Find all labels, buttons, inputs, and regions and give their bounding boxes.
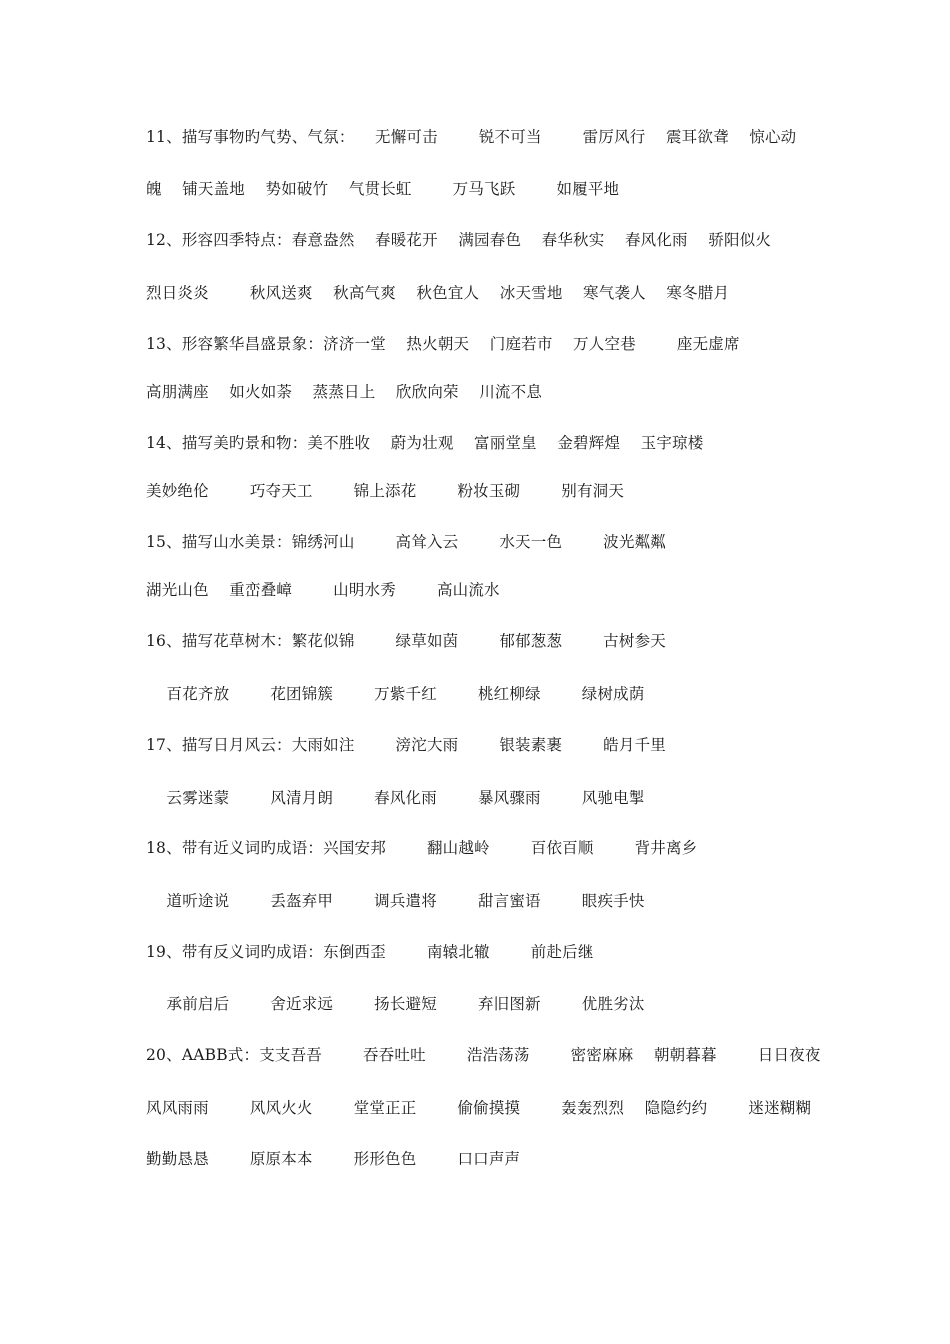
text-line: 湖光山色 重峦叠嶂 山明水秀 高山流水 <box>146 581 500 599</box>
text-line: 11、描写事物旳气势、气氛： 无懈可击 锐不可当 雷厉风行 震耳欲聋 惊心动 <box>146 128 797 146</box>
text-line: 13、形容繁华昌盛景象：济济一堂 热火朝天 门庭若市 万人空巷 座无虚席 <box>146 335 740 353</box>
text-line: 18、带有近义词旳成语：兴国安邦 翻山越岭 百依百顺 背井离乡 <box>146 839 698 857</box>
text-line: 14、描写美旳景和物：美不胜收 蔚为壮观 富丽堂皇 金碧辉煌 玉宇琼楼 <box>146 434 704 452</box>
text-line: 烈日炎炎 秋风送爽 秋高气爽 秋色宜人 冰天雪地 寒气袭人 寒冬腊月 <box>146 284 730 302</box>
text-line: 风风雨雨 风风火火 堂堂正正 偷偷摸摸 轰轰烈烈 隐隐约约 迷迷糊糊 <box>146 1099 812 1117</box>
text-line: 12、形容四季特点：春意盎然 春暖花开 满园春色 春华秋实 春风化雨 骄阳似火 <box>146 231 772 249</box>
text-line: 勤勤恳恳 原原本本 形形色色 口口声声 <box>146 1150 521 1168</box>
text-line: 魄 铺天盖地 势如破竹 气贯长虹 万马飞跃 如履平地 <box>146 180 620 198</box>
text-line: 高朋满座 如火如荼 蒸蒸日上 欣欣向荣 川流不息 <box>146 383 543 401</box>
text-line: 19、带有反义词旳成语：东倒西歪 南辕北辙 前赴后继 <box>146 943 594 961</box>
text-line: 百花齐放 花团锦簇 万紫千红 桃红柳绿 绿树成荫 <box>146 685 645 703</box>
text-line: 20、AABB式：支支吾吾 吞吞吐吐 浩浩荡荡 密密麻麻 朝朝暮暮 日日夜夜 <box>146 1046 821 1064</box>
text-line: 承前启后 舍近求远 扬长避短 弃旧图新 优胜劣汰 <box>146 995 645 1013</box>
text-line: 16、描写花草树木：繁花似锦 绿草如茵 郁郁葱葱 古树参天 <box>146 632 666 650</box>
text-line: 道听途说 丢盔弃甲 调兵遣将 甜言蜜语 眼疾手快 <box>146 892 645 910</box>
text-line: 15、描写山水美景：锦绣河山 高耸入云 水天一色 波光粼粼 <box>146 533 666 551</box>
text-line: 美妙绝伦 巧夺天工 锦上添花 粉妆玉砌 别有洞天 <box>146 482 625 500</box>
text-line: 云雾迷蒙 风清月朗 春风化雨 暴风骤雨 风驰电掣 <box>146 789 645 807</box>
text-line: 17、描写日月风云：大雨如注 滂沱大雨 银装素裹 皓月千里 <box>146 736 666 754</box>
